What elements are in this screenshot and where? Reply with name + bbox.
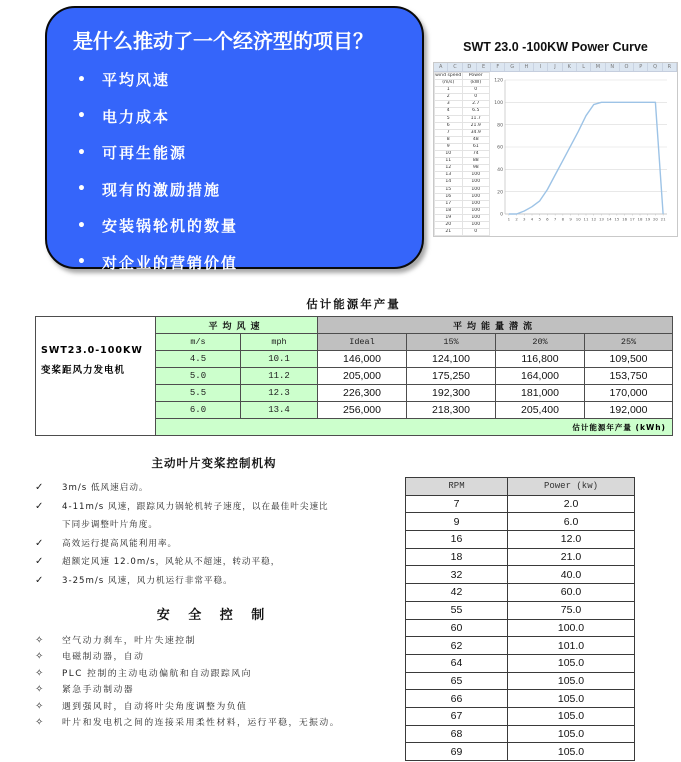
energy-value-cell: 218,300	[407, 402, 496, 419]
callout-bullet-label: 电力成本	[101, 107, 170, 126]
sheet-column-letter: P	[634, 63, 648, 71]
mini-col-power: Power	[462, 73, 490, 80]
mini-windspeed-value: 18	[435, 207, 463, 214]
rpm-row	[406, 619, 635, 637]
mini-power-value: 6.5	[462, 108, 490, 115]
mini-power-value: 88	[462, 158, 490, 165]
checkmark-icon: ✓	[35, 556, 45, 567]
svg-text:0: 0	[500, 212, 503, 218]
svg-text:14: 14	[606, 216, 612, 222]
rpm-value: 64	[406, 654, 508, 672]
energy-value-cell: 164,000	[496, 368, 585, 385]
mini-table-row	[435, 136, 490, 143]
wind-speed-cell: 10.1	[241, 351, 318, 368]
power-value: 100.0	[508, 619, 635, 637]
mini-table-row	[435, 158, 490, 165]
rpm-value: 69	[406, 743, 508, 761]
rpm-value: 7	[406, 495, 508, 513]
section-bullet-text: 紧急手动制动器	[62, 685, 135, 696]
rpm-row	[406, 690, 635, 708]
svg-text:1: 1	[507, 216, 511, 222]
mini-unit-ms: (m/s)	[435, 80, 463, 87]
wind-power-data-table	[434, 72, 490, 236]
svg-text:12: 12	[591, 216, 597, 222]
energy-value-cell: 256,000	[318, 402, 407, 419]
mini-power-value: 34.9	[462, 129, 490, 136]
mini-table-row	[435, 122, 490, 129]
mini-table-row	[435, 129, 490, 136]
mini-power-value: 100	[462, 214, 490, 221]
energy-production-table	[35, 316, 673, 436]
rpm-value: 62	[406, 637, 508, 655]
mini-windspeed-value: 15	[435, 186, 463, 193]
rpm-row	[406, 495, 635, 513]
energy-footer-label: 估计能源年产量 (kWh)	[156, 419, 673, 436]
callout-bullet	[73, 252, 396, 273]
energy-value-cell: 192,300	[407, 385, 496, 402]
mini-power-value: 2.7	[462, 101, 490, 108]
mini-table-row	[435, 221, 490, 228]
rpm-row	[406, 531, 635, 549]
wind-speed-cell: 12.3	[241, 385, 318, 402]
power-value: 105.0	[508, 743, 635, 761]
energy-value-cell: 181,000	[496, 385, 585, 402]
mini-power-value: 100	[462, 200, 490, 207]
avg-wind-speed-header: 平均风速	[156, 317, 318, 334]
mini-windspeed-value: 9	[435, 143, 463, 150]
mini-table-row	[435, 101, 490, 108]
power-curve-plot	[490, 72, 677, 236]
rpm-row	[406, 584, 635, 602]
sheet-column-letter: G	[505, 63, 519, 71]
svg-text:4: 4	[530, 216, 534, 222]
mini-windspeed-value: 13	[435, 172, 463, 179]
mini-windspeed-value: 19	[435, 214, 463, 221]
power-value: 2.0	[508, 495, 635, 513]
pitch-bullet-list	[30, 479, 398, 590]
mini-table-row	[435, 200, 490, 207]
diamond-star-icon: ✧	[35, 651, 45, 663]
rpm-value: 60	[406, 619, 508, 637]
rpm-row	[406, 601, 635, 619]
power-curve-svg	[490, 74, 672, 226]
section-bullet-text: 电磁制动器，自动	[62, 652, 145, 663]
section-bullet	[30, 633, 398, 649]
mini-table-row	[435, 143, 490, 150]
svg-text:60: 60	[497, 145, 503, 151]
rpm-value: 18	[406, 548, 508, 566]
section-bullet	[30, 479, 330, 498]
rpm-row	[406, 513, 635, 531]
bullet-dot-icon: •	[77, 108, 88, 124]
rpm-value: 42	[406, 584, 508, 602]
col-25pct: 25%	[585, 334, 673, 351]
safety-section-title: 安 全 控 制	[156, 608, 272, 623]
energy-value-cell: 109,500	[585, 351, 673, 368]
wind-speed-cell: 11.2	[241, 368, 318, 385]
rpm-row	[406, 672, 635, 690]
section-bullet	[30, 535, 330, 554]
callout-bullet	[73, 106, 396, 127]
diamond-star-icon: ✧	[35, 717, 45, 729]
svg-text:120: 120	[494, 78, 503, 84]
mini-power-value: 100	[462, 221, 490, 228]
energy-value-cell: 175,250	[407, 368, 496, 385]
mini-col-windspeed: wind speed	[435, 73, 462, 78]
sheet-column-letter: R	[663, 63, 677, 71]
svg-text:20: 20	[652, 216, 658, 222]
mini-windspeed-value: 5	[435, 115, 463, 122]
mini-power-value: 0	[462, 94, 490, 101]
rpm-value: 55	[406, 601, 508, 619]
callout-box	[45, 6, 424, 272]
callout-bullet	[73, 215, 396, 236]
energy-table-title: 估计能源年产量	[306, 297, 401, 311]
mini-power-value: 98	[462, 165, 490, 172]
power-curve-panel	[433, 40, 678, 237]
bullet-dot-icon: •	[77, 254, 88, 270]
diamond-star-icon: ✧	[35, 684, 45, 696]
mini-table-header-row	[435, 73, 490, 80]
avg-energy-header: 平均能量潜流	[318, 317, 673, 334]
section-bullet	[30, 572, 330, 591]
power-value: 101.0	[508, 637, 635, 655]
sheet-column-letter: O	[620, 63, 634, 71]
rpm-row	[406, 654, 635, 672]
power-value: 105.0	[508, 654, 635, 672]
section-bullet	[30, 649, 398, 665]
wind-speed-cell: 5.0	[156, 368, 241, 385]
wind-speed-cell: 6.0	[156, 402, 241, 419]
col-mph: mph	[241, 334, 318, 351]
sheet-column-letter: M	[591, 63, 605, 71]
callout-bullet-label: 对企业的营销价值	[101, 253, 238, 272]
rpm-power-table	[405, 477, 635, 761]
diamond-star-icon: ✧	[35, 700, 45, 712]
rpm-value: 68	[406, 725, 508, 743]
rpm-value: 9	[406, 513, 508, 531]
sheet-column-letter: N	[606, 63, 620, 71]
spreadsheet-screenshot	[433, 62, 678, 237]
rpm-header-row	[406, 478, 635, 496]
energy-value-cell: 170,000	[585, 385, 673, 402]
wind-speed-cell: 4.5	[156, 351, 241, 368]
sheet-column-letter: K	[563, 63, 577, 71]
svg-text:11: 11	[583, 216, 589, 222]
checkmark-icon: ✓	[35, 574, 45, 586]
safety-bullet-list	[30, 633, 398, 731]
energy-value-cell: 205,000	[318, 368, 407, 385]
rpm-row	[406, 637, 635, 655]
section-bullet-text: 叶片和发电机之间的连接采用柔性材料，运行平稳，无振动。	[62, 718, 341, 729]
callout-bullet-label: 安装锅轮机的数量	[101, 217, 238, 235]
checkmark-icon: ✓	[35, 482, 45, 493]
svg-text:15: 15	[614, 216, 620, 222]
power-value: 105.0	[508, 707, 635, 725]
rpm-value: 16	[406, 531, 508, 549]
callout-bullet-label: 可再生能源	[101, 144, 187, 162]
svg-text:100: 100	[494, 100, 503, 106]
energy-value-cell: 146,000	[318, 351, 407, 368]
section-bullet	[30, 553, 330, 572]
svg-text:40: 40	[497, 167, 503, 173]
svg-text:6: 6	[546, 216, 549, 222]
svg-text:17: 17	[629, 216, 635, 222]
spreadsheet-column-headers	[434, 63, 677, 72]
section-bullet-text: PLC 控制的主动电动偏航和自动跟踪风向	[62, 668, 252, 679]
rpm-value: 65	[406, 672, 508, 690]
sheet-column-letter: L	[577, 63, 591, 71]
rpm-row	[406, 566, 635, 584]
col-ideal: Ideal	[318, 334, 407, 351]
mini-unit-kw: (kW)	[462, 80, 490, 87]
energy-value-cell: 205,400	[496, 402, 585, 419]
power-value: 6.0	[508, 513, 635, 531]
bullet-dot-icon: •	[77, 144, 88, 161]
rpm-row	[406, 707, 635, 725]
rpm-value: 66	[406, 690, 508, 708]
mini-table-row	[435, 151, 490, 158]
power-value: 75.0	[508, 601, 635, 619]
bullet-dot-icon: •	[77, 181, 88, 197]
col-15pct: 15%	[407, 334, 496, 351]
svg-text:9: 9	[569, 216, 572, 222]
power-value: 60.0	[508, 584, 635, 602]
checkmark-icon: ✓	[35, 537, 45, 549]
power-value: 12.0	[508, 531, 635, 549]
safety-control-section	[30, 604, 398, 731]
mini-power-value: 100	[462, 179, 490, 186]
sheet-column-letter: J	[548, 63, 562, 71]
mini-table-row	[435, 108, 490, 115]
mini-windspeed-value: 21	[435, 229, 463, 236]
rpm-value: 32	[406, 566, 508, 584]
svg-text:3: 3	[523, 216, 526, 222]
power-curve-line	[509, 102, 663, 214]
callout-bullet	[73, 69, 396, 90]
rpm-row	[406, 725, 635, 743]
callout-title: 是什么推动了一个经济型的项目？	[73, 29, 373, 53]
power-value: 40.0	[508, 566, 635, 584]
energy-value-cell: 226,300	[318, 385, 407, 402]
rpm-row	[406, 548, 635, 566]
wind-speed-cell: 5.5	[156, 385, 241, 402]
mini-table-row	[435, 229, 490, 236]
mini-table-row	[435, 115, 490, 122]
mini-power-value: 0	[462, 87, 490, 94]
mini-windspeed-value: 16	[435, 193, 463, 200]
sheet-column-letter: I	[534, 63, 548, 71]
svg-text:18: 18	[637, 216, 643, 222]
mini-windspeed-value: 3	[435, 101, 463, 108]
section-bullet-text: 遇到强风时，自动将叶尖角度调整为负值	[62, 701, 248, 712]
sheet-column-letter: F	[491, 63, 505, 71]
section-bullet	[30, 682, 398, 698]
callout-bullet-list	[73, 69, 396, 273]
mini-windspeed-value: 12	[435, 165, 463, 172]
mini-power-value: 61	[462, 143, 490, 150]
power-value: 21.0	[508, 548, 635, 566]
diamond-star-icon: ✧	[35, 667, 45, 679]
power-value: 105.0	[508, 690, 635, 708]
section-bullet-text: 3m/s 低风速启动。	[62, 483, 149, 493]
mini-power-value: 74	[462, 151, 490, 158]
mini-table-row	[435, 94, 490, 101]
checkmark-icon: ✓	[35, 500, 45, 512]
rpm-row	[406, 743, 635, 761]
energy-value-cell: 192,000	[585, 402, 673, 419]
section-bullet-text: 超额定风速 12.0m/s，风轮从不超速，转动平稳，	[62, 557, 281, 567]
mini-table-row	[435, 186, 490, 193]
section-bullet-text: 空气动力刹车，叶片失速控制	[62, 636, 196, 646]
mini-table-row	[435, 87, 490, 94]
svg-text:7: 7	[553, 216, 557, 222]
rpm-value: 67	[406, 707, 508, 725]
callout-bullet-label: 平均风速	[101, 71, 170, 89]
mini-windspeed-value: 2	[435, 94, 463, 101]
svg-text:10: 10	[575, 216, 581, 222]
mini-table-row	[435, 172, 490, 179]
energy-value-cell: 124,100	[407, 351, 496, 368]
sheet-column-letter: E	[477, 63, 491, 71]
bullet-dot-icon: •	[77, 217, 88, 234]
section-bullet-text: 3-25m/s 风速，风力机运行非常平稳。	[62, 575, 233, 586]
energy-group-header-row	[36, 317, 673, 334]
mini-windspeed-value: 7	[435, 129, 463, 136]
svg-text:5: 5	[538, 216, 541, 222]
svg-text:21: 21	[660, 216, 666, 222]
energy-value-cell: 116,800	[496, 351, 585, 368]
mini-windspeed-value: 10	[435, 151, 463, 158]
svg-text:16: 16	[622, 216, 628, 222]
mini-power-value: 21.9	[462, 122, 490, 129]
section-bullet	[30, 666, 398, 682]
pitch-section-title: 主动叶片变桨控制机构	[151, 456, 277, 470]
wind-speed-cell: 13.4	[241, 402, 318, 419]
rpm-header: RPM	[406, 478, 508, 496]
power-curve-title: SWT 23.0 -100KW Power Curve	[463, 40, 648, 54]
sheet-column-letter: Q	[648, 63, 662, 71]
mini-table-row	[435, 193, 490, 200]
mini-windspeed-value: 11	[435, 158, 463, 165]
turbine-model-label: SWT23.0-100KW 变桨距风力发电机	[36, 317, 156, 436]
mini-windspeed-value: 4	[435, 108, 463, 115]
callout-bullet-label: 现有的激励措施	[101, 180, 221, 199]
section-bullet-text: 4-11m/s 风速，跟踪风力锅轮机转子速度，以在最佳叶尖速比下同步调整叶片角度。	[62, 501, 329, 530]
sheet-column-letter: D	[463, 63, 477, 71]
svg-text:20: 20	[497, 190, 503, 196]
energy-value-cell: 153,750	[585, 368, 673, 385]
section-bullet-text: 高效运行提高风能利用率。	[62, 538, 178, 549]
svg-text:19: 19	[645, 216, 651, 222]
svg-text:2: 2	[515, 216, 518, 222]
col-ms: m/s	[156, 334, 241, 351]
mini-power-value: 0	[462, 229, 490, 236]
section-bullet	[30, 715, 398, 731]
section-bullet	[30, 498, 330, 535]
mini-power-value: 100	[462, 207, 490, 214]
sheet-column-letter: A	[434, 63, 448, 71]
svg-text:80: 80	[497, 123, 503, 129]
bullet-dot-icon: •	[77, 71, 88, 88]
mini-windspeed-value: 14	[435, 179, 463, 186]
mini-power-value: 11.7	[462, 115, 490, 122]
callout-bullet	[73, 142, 396, 163]
mini-power-value: 100	[462, 186, 490, 193]
mini-windspeed-value: 20	[435, 221, 463, 228]
sheet-column-letter: C	[448, 63, 462, 71]
mini-power-value: 100	[462, 172, 490, 179]
mini-windspeed-value: 8	[435, 136, 463, 143]
callout-bullet	[73, 179, 396, 200]
power-header: Power (kw)	[508, 478, 635, 496]
mini-table-row	[435, 207, 490, 214]
diamond-star-icon: ✧	[35, 635, 45, 646]
spreadsheet-body	[434, 72, 677, 236]
mini-windspeed-value: 6	[435, 122, 463, 129]
col-20pct: 20%	[496, 334, 585, 351]
svg-text:8: 8	[561, 216, 565, 222]
mini-windspeed-value: 1	[435, 87, 463, 94]
power-value: 105.0	[508, 725, 635, 743]
pitch-control-section	[30, 455, 398, 590]
power-value: 105.0	[508, 672, 635, 690]
mini-power-value: 48	[462, 136, 490, 143]
mini-table-units-row	[435, 80, 490, 87]
mini-windspeed-value: 17	[435, 200, 463, 207]
mini-table-row	[435, 165, 490, 172]
sheet-column-letter: H	[520, 63, 534, 71]
mini-table-row	[435, 214, 490, 221]
mini-power-value: 100	[462, 193, 490, 200]
section-bullet	[30, 699, 398, 715]
svg-text:13: 13	[598, 216, 604, 222]
mini-table-row	[435, 179, 490, 186]
